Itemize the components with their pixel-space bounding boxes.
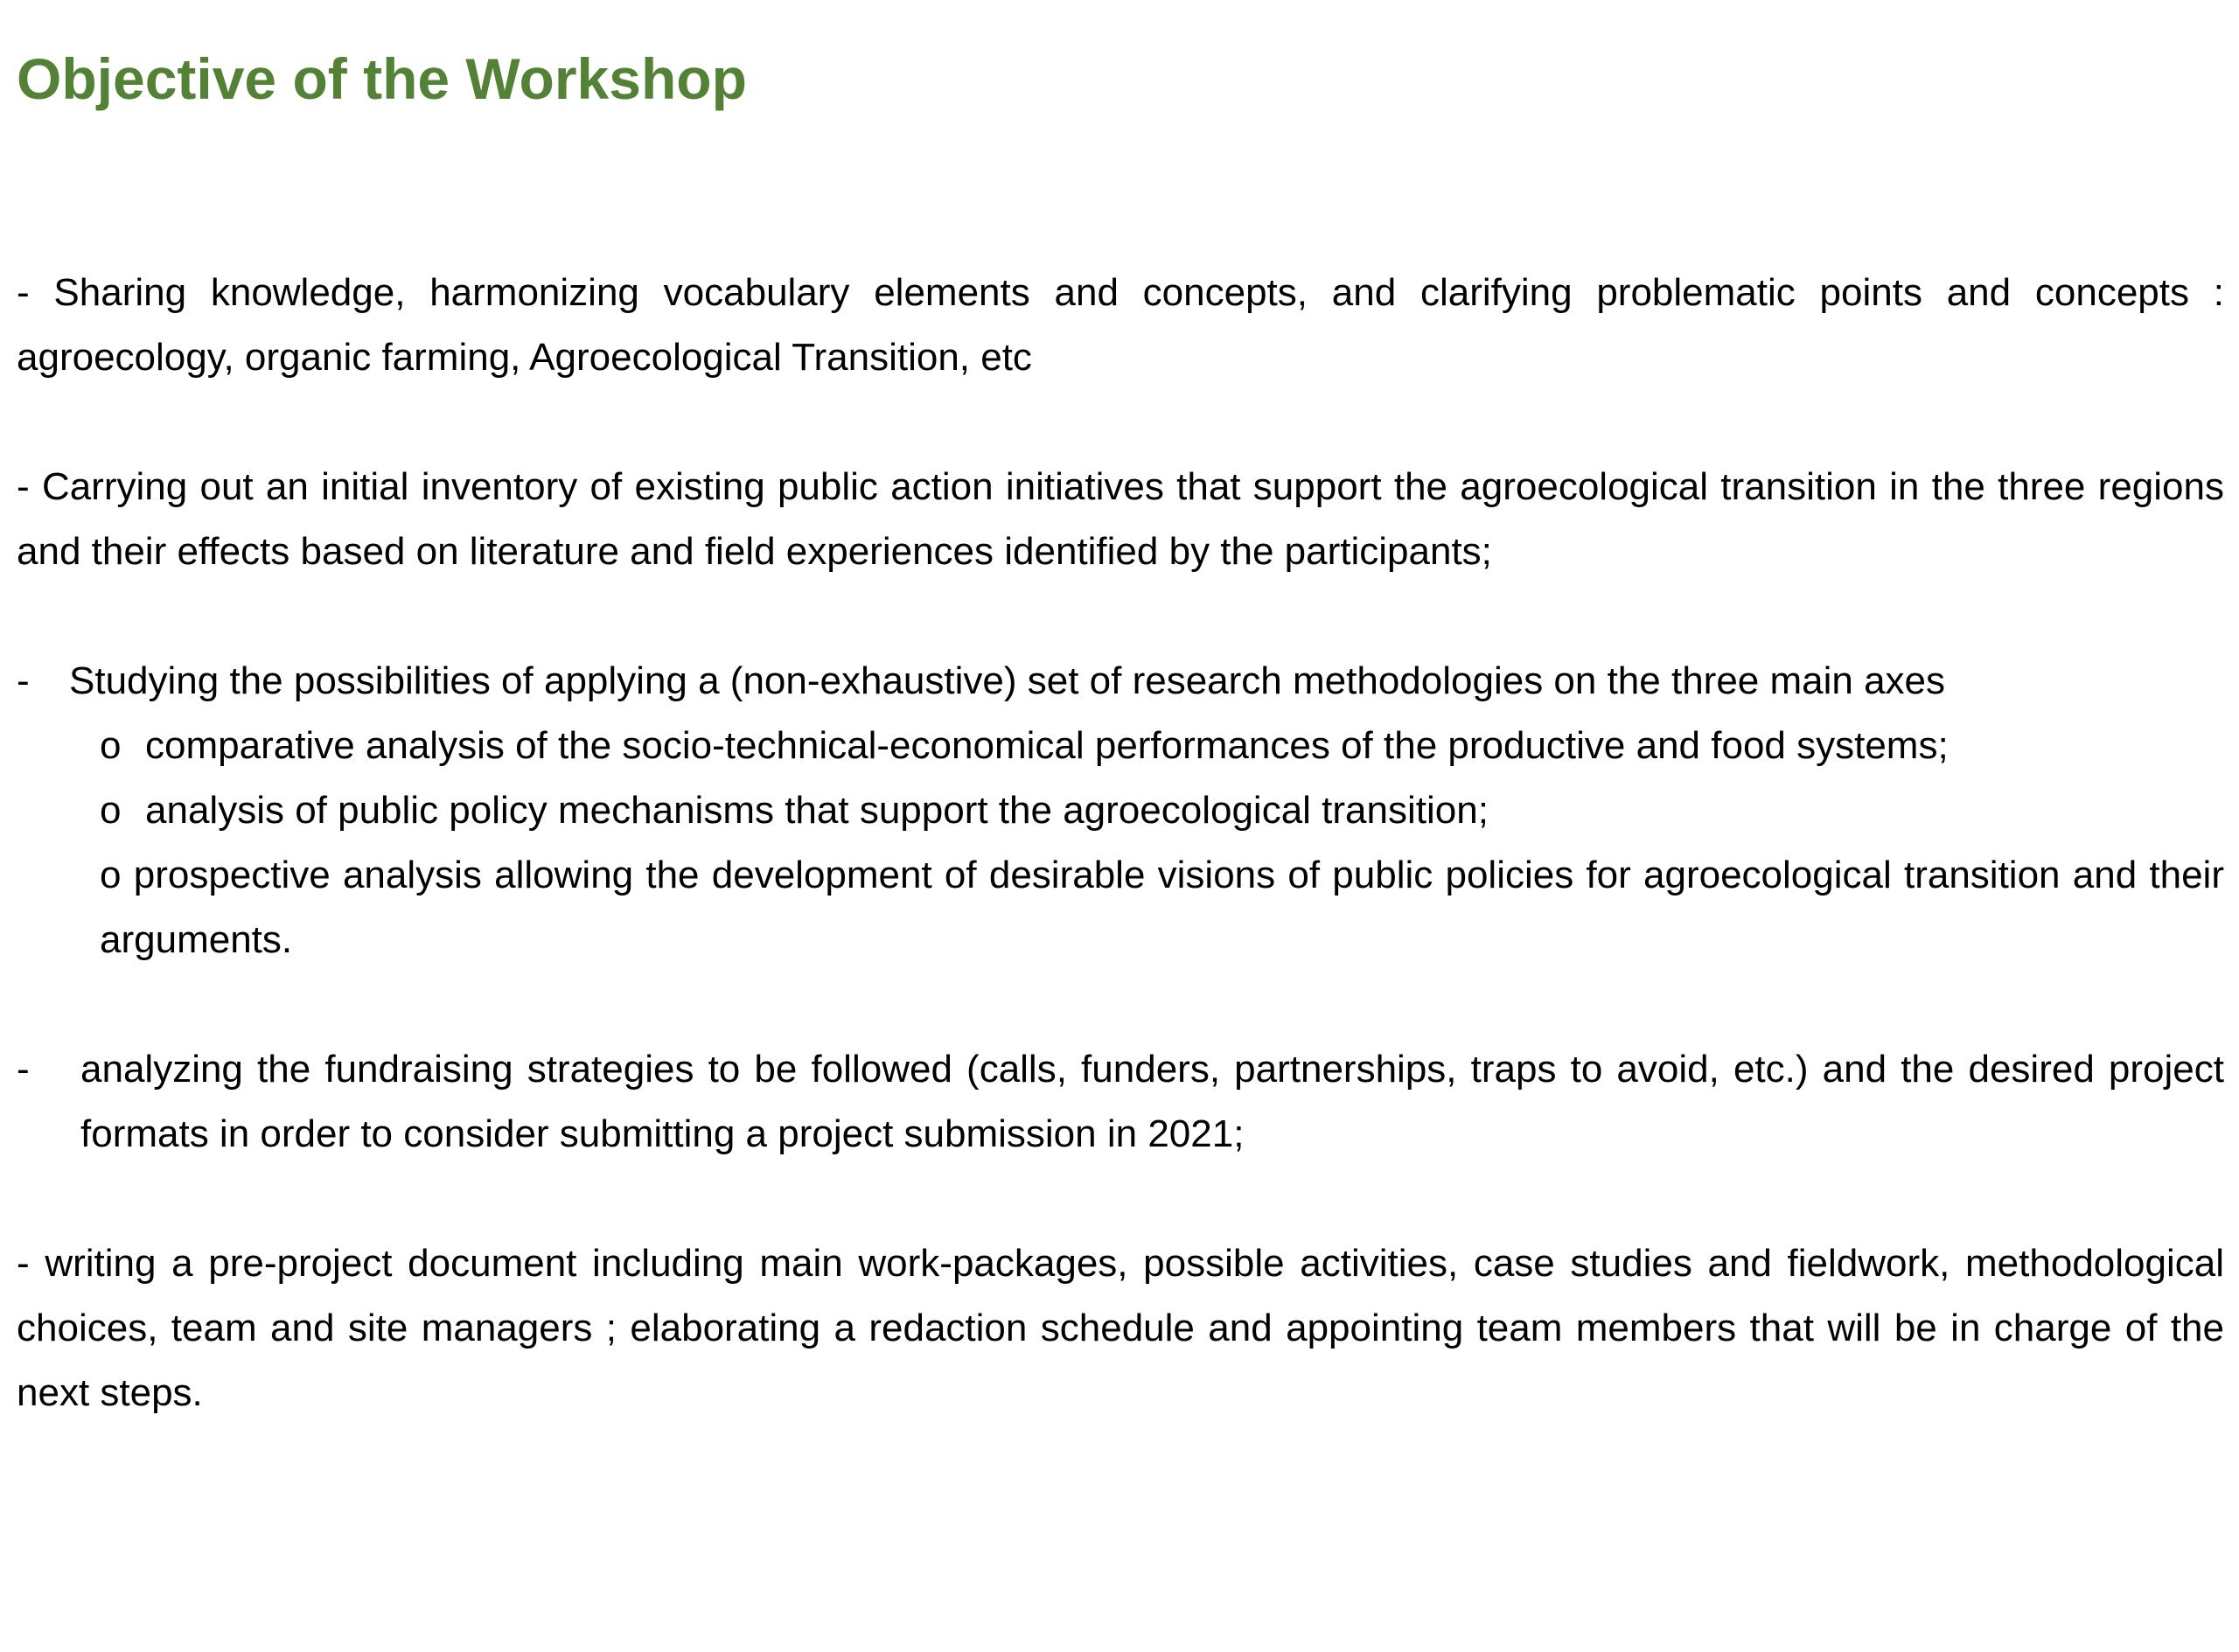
item-marker: - <box>17 271 30 314</box>
objective-item-3 <box>17 649 2224 714</box>
objective-text: Studying the possibilities of applying a (non-exhaustive) set of research methodologies on the three main axes <box>69 659 1946 702</box>
item-marker: - <box>17 1242 30 1285</box>
item-marker: - <box>17 659 30 702</box>
sub-item-3 <box>100 843 2224 972</box>
objective-item-5 <box>17 1231 2224 1425</box>
sub-item-marker: o <box>100 854 122 896</box>
sub-item-paragraph <box>100 843 2224 972</box>
objective-item-4 <box>17 1037 2224 1167</box>
sub-item-text: analysis of public policy mechanisms that support the agroecological transition; <box>145 789 1489 832</box>
objective-item-2 <box>17 455 2224 584</box>
item-marker: - <box>17 465 30 508</box>
objective-text: Carrying out an initial inventory of existing public action initiatives that support the agroecological transition in the three regions and their effects based on literature and field experiences identified by the participants; <box>17 465 2224 573</box>
sub-item-2 <box>100 778 2224 843</box>
page-title: Objective of the Workshop <box>17 46 747 111</box>
sub-item-marker: o <box>100 724 122 767</box>
objectives-list <box>17 261 2224 1425</box>
objective-item-1 <box>17 261 2224 390</box>
sub-item-text: prospective analysis allowing the development of desirable visions of public policies for agroecological transition and their arguments. <box>100 854 2224 961</box>
sub-item-text: comparative analysis of the socio-technical-economical performances of the productive and food systems; <box>145 724 1949 767</box>
objective-text: Sharing knowledge, harmonizing vocabulary elements and concepts, and clarifying problematic points and concepts : agroecology, organic farming, Agroecological Transition, etc <box>17 271 2224 379</box>
sub-item-1 <box>100 714 2224 778</box>
objective-text: analyzing the fundraising strategies to be followed (calls, funders, partnerships, traps to avoid, etc.) and the desired project formats in order to consider submitting a project submission in 2021; <box>80 1048 2224 1155</box>
sub-item-marker: o <box>100 789 122 832</box>
item-marker: - <box>17 1048 30 1091</box>
methodology-axes-list <box>17 714 2224 972</box>
objective-text: writing a pre-project document including main work-packages, possible activities, case studies and fieldwork, methodological choices, team and site managers ; elaborating a redaction schedule and appointing team members that will be in charge of the next steps. <box>17 1242 2224 1414</box>
